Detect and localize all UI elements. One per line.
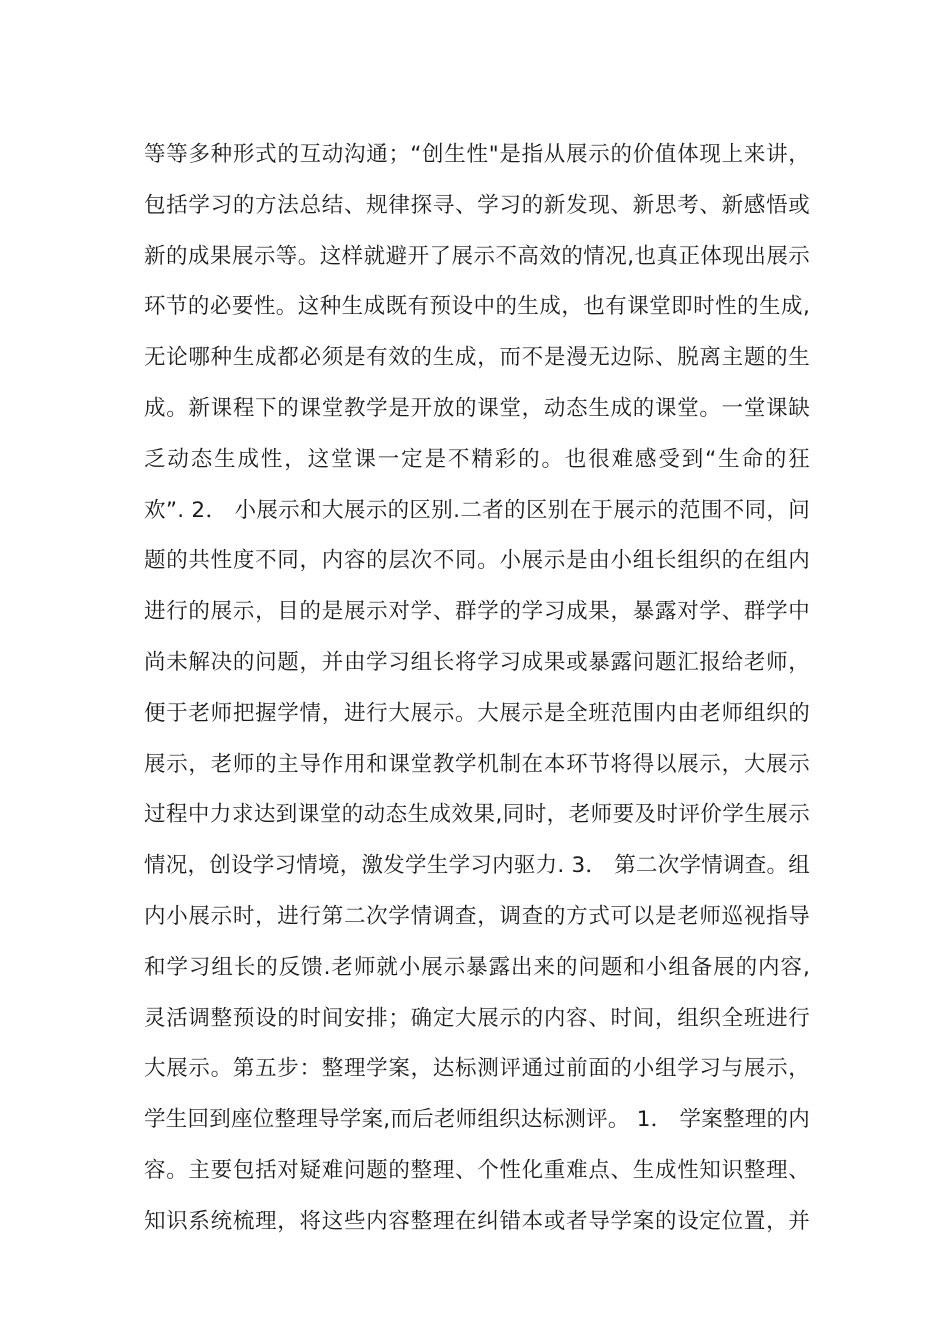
text-line: 容。主要包括对疑难问题的整理、个性化重难点、生成性知识整理、: [144, 1157, 810, 1183]
text-line: 成。新课程下的课堂教学是开放的课堂，动态生成的课堂。一堂课缺: [144, 395, 810, 421]
text-line: 等等多种形式的互动沟通；“创生性"是指从展示的价值体现上来讲，: [144, 142, 810, 167]
text-line: 和学习组长的反馈.老师就小展示暴露出来的问题和小组备展的内容,: [144, 954, 810, 980]
text-line: 乏动态生成性，这堂课一定是不精彩的。也很难感受到“生命的狂: [144, 446, 810, 472]
text-line: 情况，创设学习情境，激发学生学习内驱力. 3． 第二次学情调查。组: [144, 853, 810, 879]
text-line: 展示，老师的主导作用和课堂教学机制在本环节将得以展示，大展示: [144, 751, 810, 777]
text-line: 灵活调整预设的时间安排；确定大展示的内容、时间，组织全班进行: [144, 1005, 810, 1031]
text-line: 无论哪种生成都必须是有效的生成，而不是漫无边际、脱离主题的生: [144, 345, 810, 371]
text-line: 尚未解决的问题，并由学习组长将学习成果或暴露问题汇报给老师，: [144, 649, 810, 675]
body-text: [144, 130, 810, 1248]
text-line: 新的成果展示等。这样就避开了展示不高效的情况,也真正体现出展示: [144, 243, 810, 269]
text-line: 进行的展示，目的是展示对学、群学的学习成果，暴露对学、群学中: [144, 599, 810, 625]
text-line: 环节的必要性。这种生成既有预设中的生成，也有课堂即时性的生成,: [144, 294, 810, 320]
text-line: 知识系统梳理，将这些内容整理在纠错本或者导学案的设定位置，并: [144, 1208, 810, 1234]
text-line: 欢”. 2． 小展示和大展示的区别.二者的区别在于展示的范围不同，问: [144, 497, 810, 523]
text-line: 内小展示时，进行第二次学情调查，调查的方式可以是老师巡视指导: [144, 903, 810, 929]
text-line: 过程中力求达到课堂的动态生成效果,同时，老师要及时评价学生展示: [144, 802, 810, 828]
text-line: 学生回到座位整理导学案,而后老师组织达标测评。 1． 学案整理的内: [144, 1107, 810, 1133]
text-line: 题的共性度不同，内容的层次不同。小展示是由小组长组织的在组内: [144, 548, 810, 574]
text-line: 便于老师把握学情，进行大展示。大展示是全班范围内由老师组织的: [144, 700, 810, 726]
text-line: 大展示。第五步：整理学案，达标测评通过前面的小组学习与展示，: [144, 1056, 810, 1082]
text-line: 包括学习的方法总结、规律探寻、学习的新发现、新思考、新感悟或: [144, 192, 810, 218]
